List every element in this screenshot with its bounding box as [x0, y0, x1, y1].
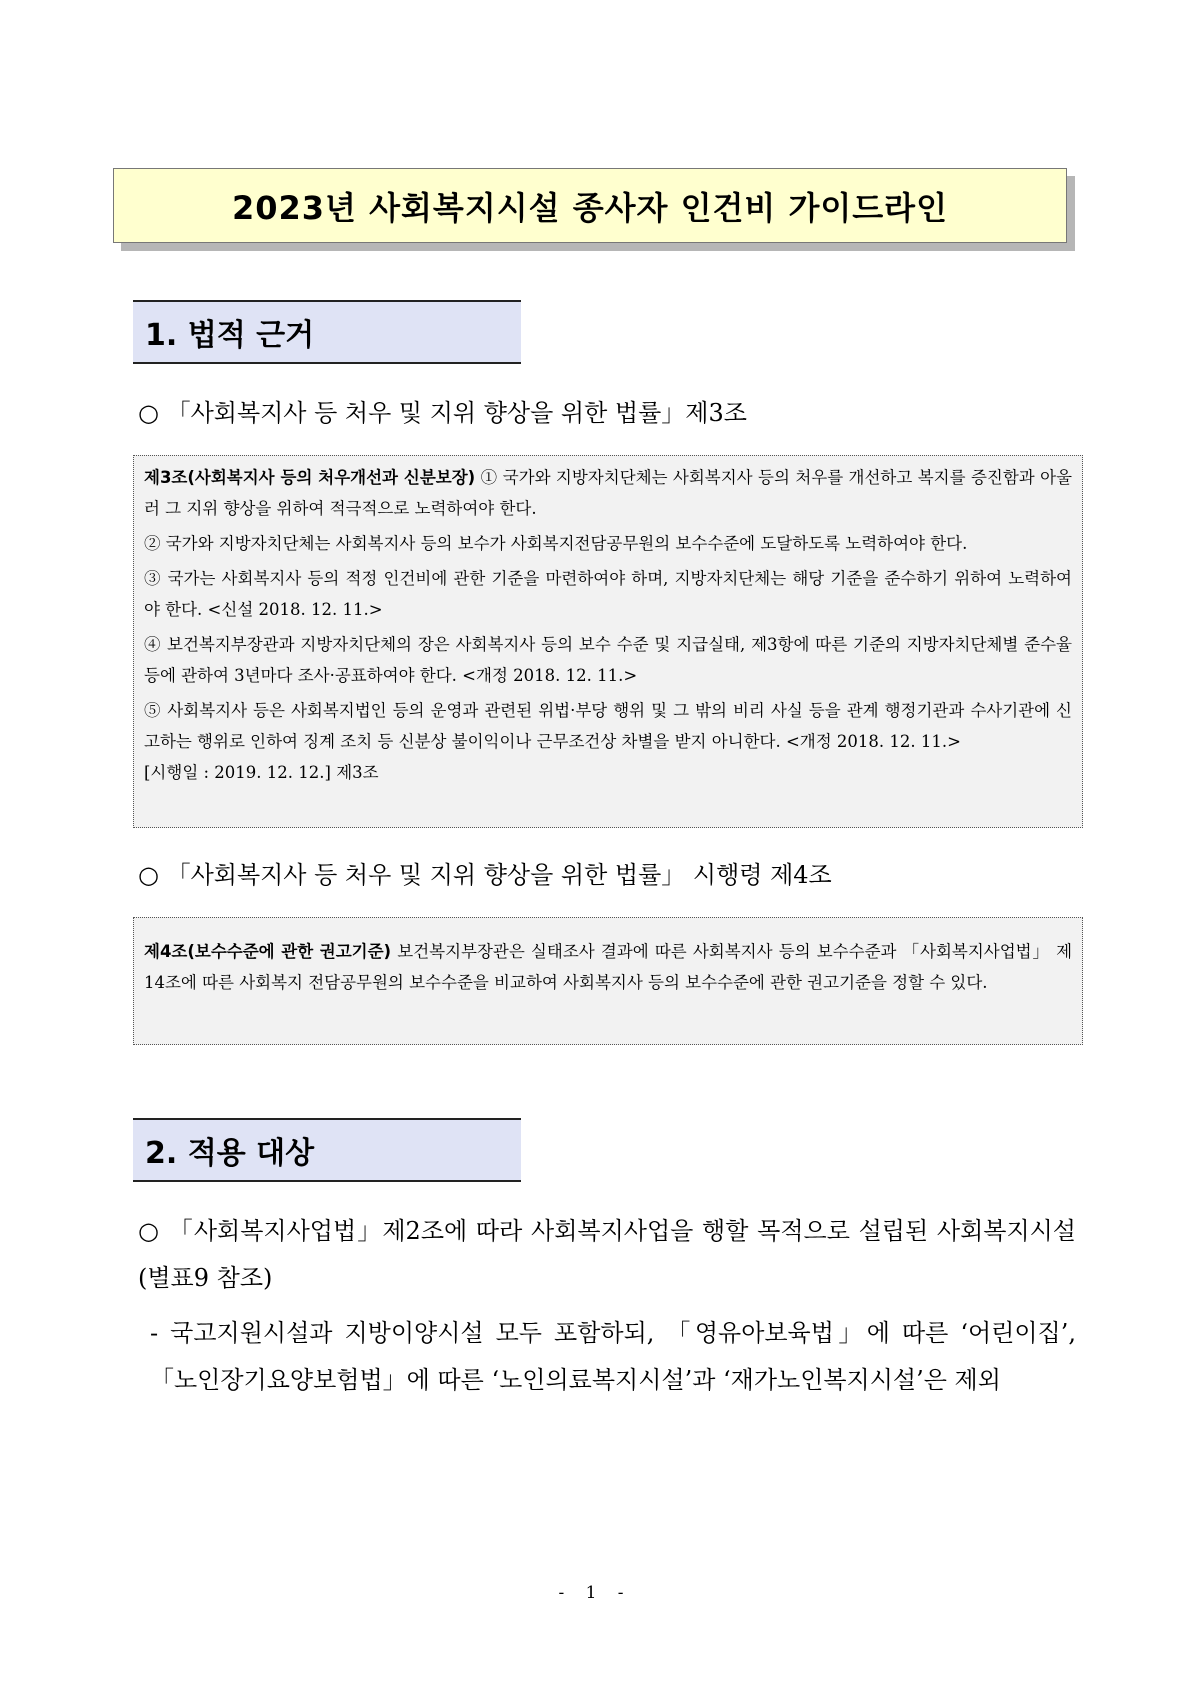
law-article-paragraph [144, 462, 1072, 524]
law-article-title: 제3조(사회복지사 등의 처우개선과 신분보장) [144, 468, 476, 487]
page-number: - 1 - [558, 1583, 632, 1603]
document-title-box [113, 168, 1067, 243]
decree-article-box [133, 917, 1083, 1045]
document-title: 2023년 사회복지시설 종사자 인건비 가이드라인 [231, 188, 949, 227]
law-clause-3: ③ 국가는 사회복지사 등의 적정 인건비에 관한 기준을 마련하여야 하며, 지방자치단체는 해당 기준을 준수하기 위하여 노력하여야 한다. <신설 2018. 12. 11.> [144, 569, 1072, 619]
target-sub-bullet: - 국고지원시설과 지방이양시설 모두 포함하되, 「영유아보육법」에 따른 ‘어린이집’, 「노인장기요양보험법」에 따른 ‘노인의료복지시설’과 ‘재가노인복지시설’은 제외 [150, 1319, 1076, 1394]
law-clause-1: ① 국가와 지방자치단체는 사회복지사 등의 처우를 개선하고 복지를 증진함과 아울러 그 지위 향상을 위하여 적극적으로 노력하여야 한다. [144, 468, 1072, 518]
law-enforcement-date: [시행일 : 2019. 12. 12.] 제3조 [144, 763, 379, 782]
decree-article-text: 보건복지부장관은 실태조사 결과에 따른 사회복지사 등의 보수수준과 「사회복지사업법」 제14조에 따른 사회복지 전담공무원의 보수수준을 비교하여 사회복지사 등의 보수수준에 관한 권고기준을 정할 수 있다. [144, 942, 1073, 992]
law-clause-5: ⑤ 사회복지사 등은 사회복지법인 등의 운영과 관련된 위법·부당 행위 및 그 밖의 비리 사실 등을 관계 행정기관과 수사기관에 신고하는 행위로 인하여 징계 조치 등 신분상 불이익이나 근무조건상 차별을 받지 아니한다. <개정 2018. 12. 11.> [144, 701, 1072, 751]
law-clause-2: ② 국가와 지방자치단체는 사회복지사 등의 보수가 사회복지전담공무원의 보수수준에 도달하도록 노력하여야 한다. [144, 534, 968, 553]
section-heading-text: 1. 법적 근거 [145, 318, 315, 353]
law-clause-4: ④ 보건복지부장관과 지방자치단체의 장은 사회복지사 등의 보수 수준 및 지급실태, 제3항에 따른 기준의 지방자치단체별 준수율 등에 관하여 3년마다 조사·공표하여야 한다. <개정 2018. 12. 11.> [144, 635, 1072, 685]
decree-article-paragraph [144, 936, 1072, 998]
law-reference-bullet: ○ 「사회복지사 등 처우 및 지위 향상을 위한 법률」제3조 [138, 399, 747, 427]
section-heading-legal-basis [133, 300, 521, 364]
decree-reference-bullet: ○ 「사회복지사 등 처우 및 지위 향상을 위한 법률」 시행령 제4조 [138, 861, 832, 889]
law-article-box [133, 455, 1083, 828]
target-bullet: ○ 「사회복지사업법」제2조에 따라 사회복지사업을 행할 목적으로 설립된 사회복지시설 (별표9 참조) [138, 1217, 1076, 1292]
decree-article-title: 제4조(보수수준에 관한 권고기준) [144, 942, 392, 961]
section-heading-text: 2. 적용 대상 [145, 1136, 315, 1171]
section-heading-target [133, 1118, 521, 1182]
